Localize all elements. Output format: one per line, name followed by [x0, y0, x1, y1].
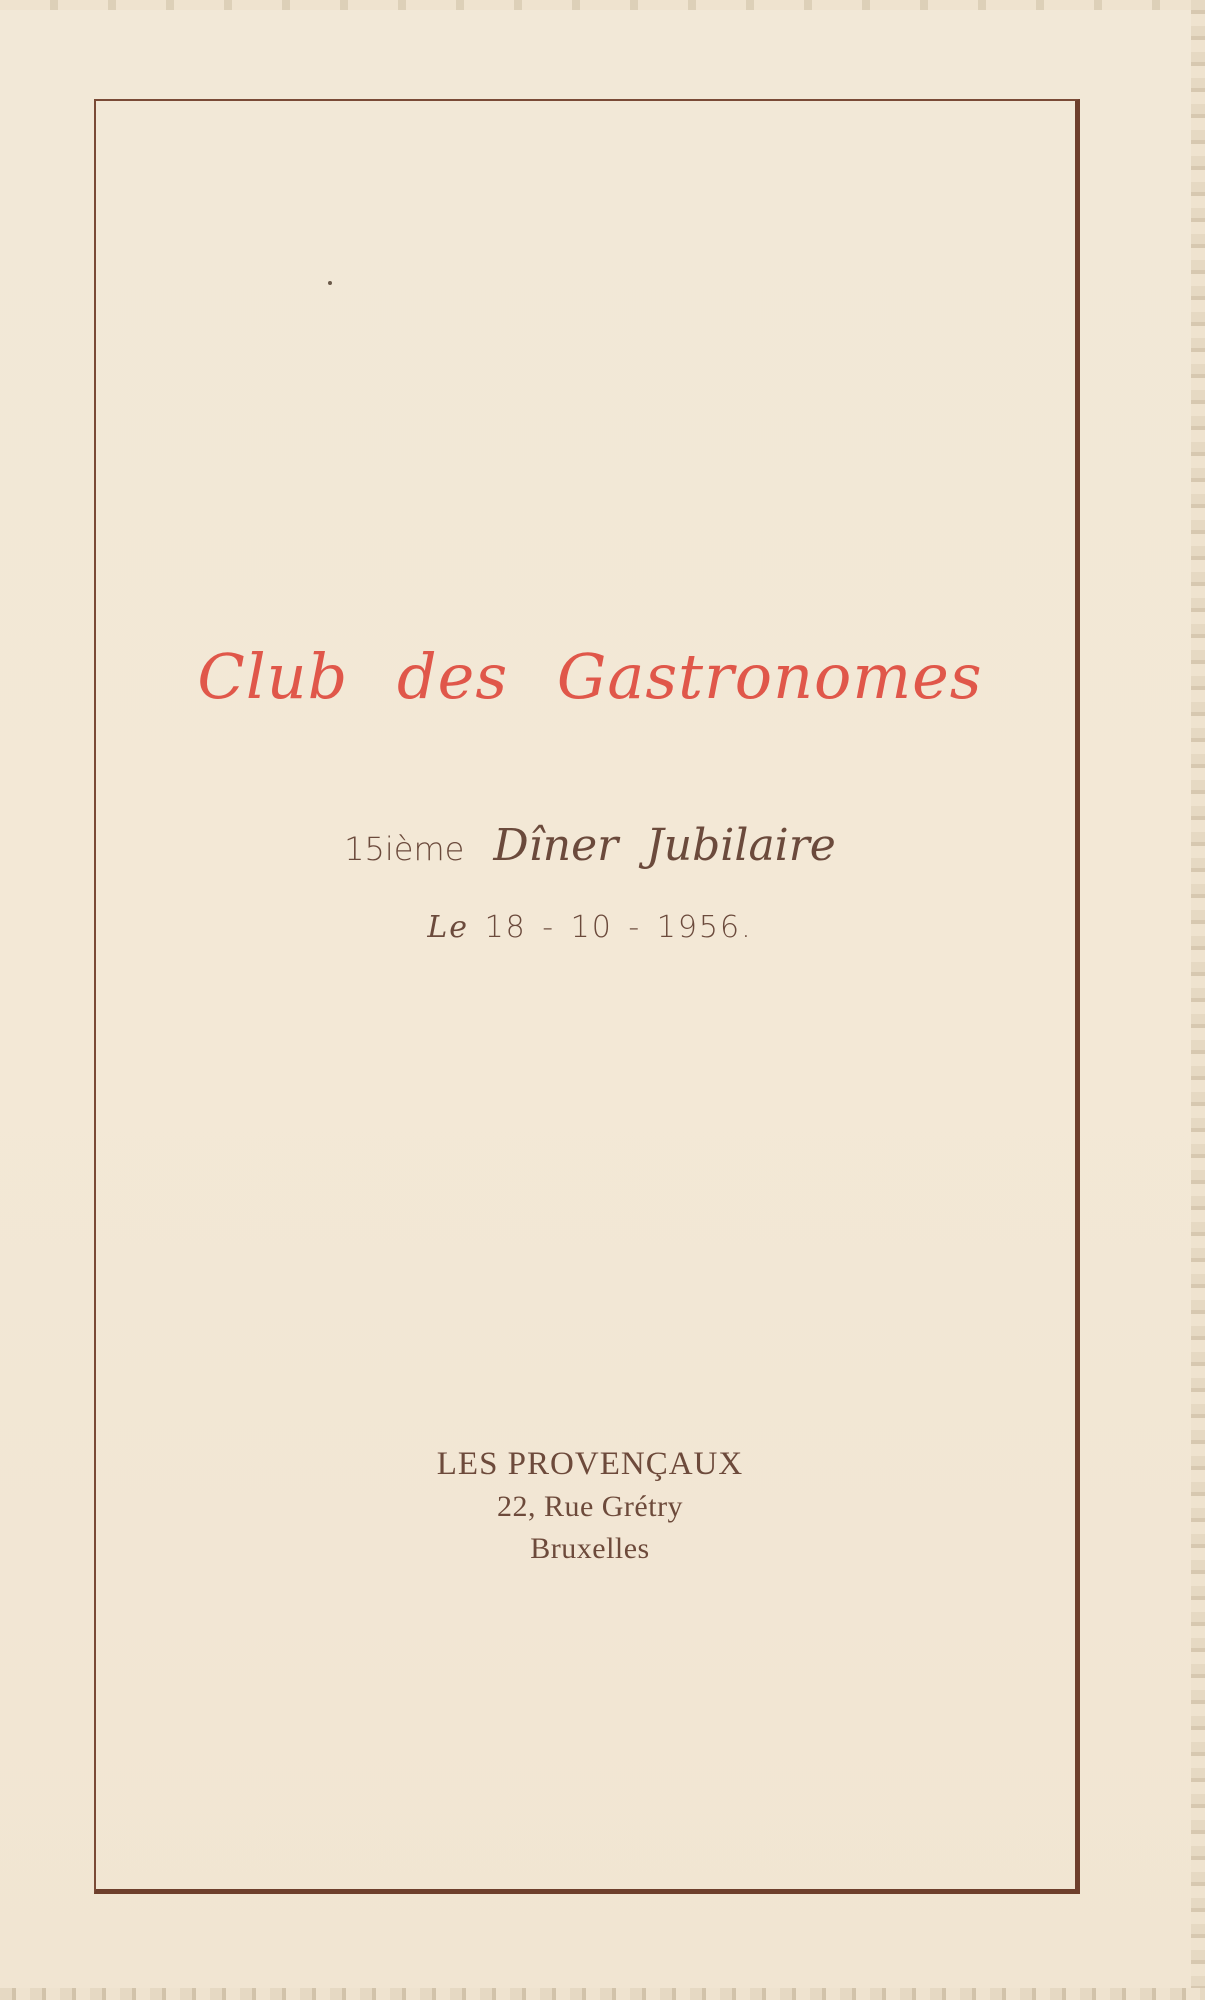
- deckle-edge-bottom: [0, 1988, 1205, 2000]
- dinner-heading: [160, 820, 1020, 871]
- deckle-edge-top: [0, 0, 1205, 10]
- dinner-ordinal: 15ième: [344, 830, 465, 868]
- dinner-date: [160, 910, 1020, 945]
- venue-name: LES PROVENÇAUX: [436, 1446, 744, 1482]
- venue-block: [160, 1442, 1020, 1570]
- venue-address: 22, Rue Grétry: [496, 1490, 684, 1523]
- border-frame: [94, 99, 1080, 1894]
- paper-speck: [328, 281, 332, 285]
- dinner-name: Dîner Jubilaire: [493, 820, 836, 871]
- venue-city: Bruxelles: [530, 1532, 650, 1565]
- club-title: Club des Gastronomes: [197, 640, 983, 713]
- date-prefix: Le: [427, 910, 470, 945]
- date-value: 18 - 10 - 1956.: [484, 910, 753, 945]
- deckle-edge-right: [1191, 0, 1205, 2000]
